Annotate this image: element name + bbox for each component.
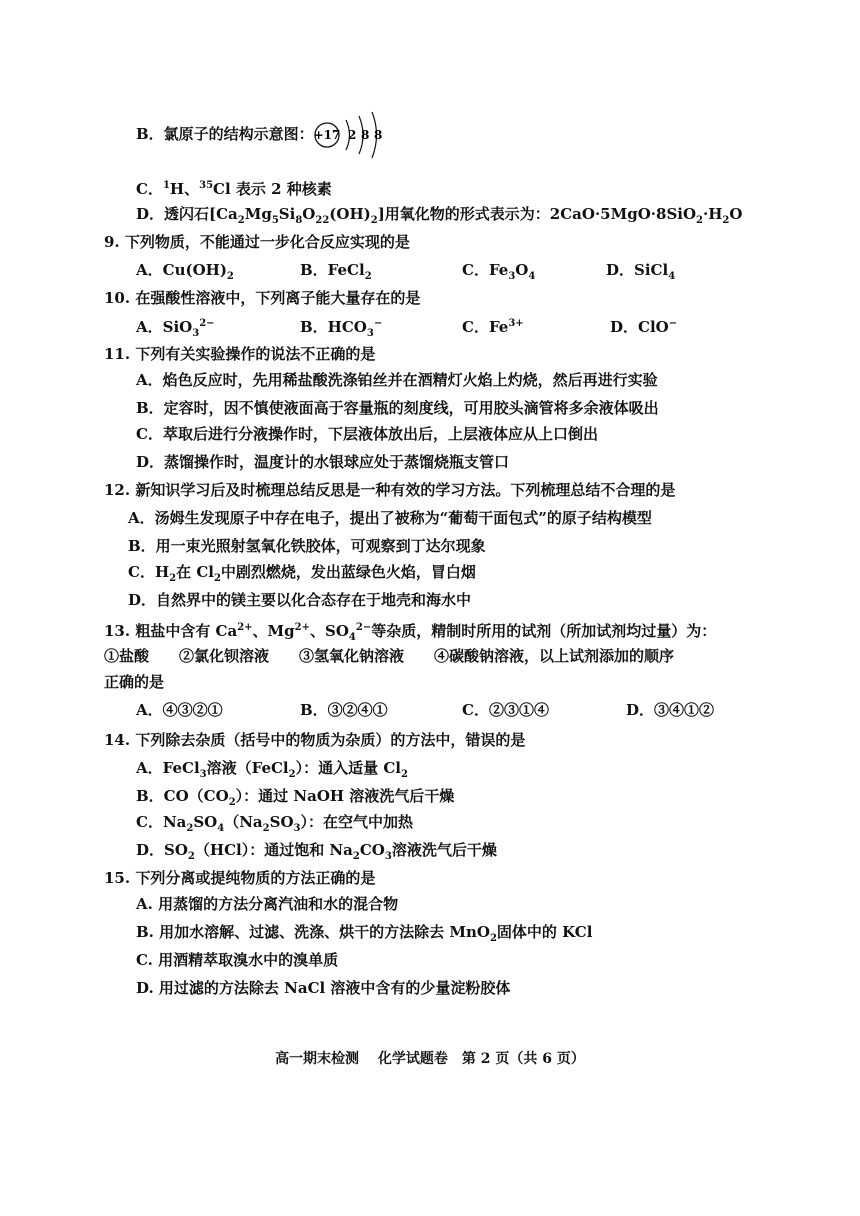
sub: 3	[384, 851, 392, 862]
part: C．Na	[136, 813, 187, 831]
part: O	[729, 205, 743, 223]
part: Si	[278, 205, 296, 223]
part: B．HCO	[300, 318, 367, 336]
sub: 2	[489, 933, 497, 944]
part: 在 Cl	[176, 563, 214, 581]
sup: 2−	[199, 318, 215, 329]
sup: −	[668, 318, 678, 329]
sub: 2	[169, 573, 177, 584]
q9-option-d	[606, 260, 675, 287]
part: ）：通入适量 Cl	[295, 759, 401, 777]
q13-option-c: C．②③①④	[462, 701, 549, 719]
part: ）：通过 NaOH 溶液洗气后干燥	[235, 787, 455, 805]
part: 溶液（FeCl	[206, 759, 289, 777]
q10-option-c	[462, 314, 524, 337]
q14-option-d	[136, 840, 497, 867]
shell-1-count: 2	[347, 128, 357, 142]
sub: 2	[213, 573, 221, 584]
sub: 4	[217, 823, 225, 834]
sub: 3	[192, 328, 200, 339]
part: A．FeCl	[136, 759, 200, 777]
sub: 2	[288, 769, 296, 780]
part: 中剧烈燃烧，发出蓝绿色火焰，冒白烟	[220, 563, 476, 581]
sub: 3	[199, 769, 207, 780]
q9-option-b	[300, 260, 372, 287]
part: A．SiO	[136, 318, 193, 336]
q12-option-b: B．用一束光照射氢氧化铁胶体，可观察到丁达尔现象	[128, 537, 486, 555]
sub: 2	[352, 851, 360, 862]
q15-option-a: A. 用蒸馏的方法分离汽油和水的混合物	[136, 895, 399, 913]
q13-stem	[104, 618, 716, 648]
isotope-mass-1: 1	[162, 180, 170, 191]
q14-option-b	[136, 786, 454, 813]
q11-option-a: A．焰色反应时，先用稀盐酸洗涤铂丝并在酒精灯火焰上灼烧，然后再进行实验	[136, 371, 658, 389]
sub: 2	[696, 215, 704, 226]
part: 等杂质，精制时所用的试剂（所加试剂均过量）为：	[371, 622, 717, 640]
shell-2-count: 8	[360, 128, 370, 142]
part: CO	[359, 841, 385, 859]
q10-option-b	[300, 314, 382, 344]
part: (OH)	[329, 205, 371, 223]
q8-c-el2: Cl 表示 2 种核素	[213, 180, 332, 198]
q8-option-b	[136, 122, 394, 148]
q13-stem-end: 正确的是	[104, 673, 165, 691]
sub: 2	[226, 271, 234, 282]
q13-reagents: ①盐酸 ②氯化钡溶液 ③氢氧化钠溶液 ④碳酸钠溶液，以上试剂添加的顺序	[104, 647, 675, 665]
q15-option-b	[136, 922, 592, 949]
part: SO	[269, 813, 294, 831]
q15-option-d: D. 用过滤的方法除去 NaCl 溶液中含有的少量淀粉胶体	[136, 979, 511, 997]
sub: 22	[315, 215, 330, 226]
part: O	[302, 205, 316, 223]
q13-option-a: A．④③②①	[136, 701, 223, 719]
sup: 3+	[508, 318, 524, 329]
q9-stem: 9. 下列物质，不能通过一步化合反应实现的是	[104, 233, 410, 251]
q8-option-d	[136, 204, 742, 231]
sub: 2	[370, 215, 378, 226]
q11-option-c: C．萃取后进行分液操作时，下层液体放出后，上层液体应从上口倒出	[136, 425, 598, 443]
q11-option-b: B．定容时，因不慎使液面高于容量瓶的刻度线，可用胶头滴管将多余液体吸出	[136, 399, 659, 417]
part: D．ClO	[610, 318, 669, 336]
sub: 3	[366, 328, 374, 339]
part: A．Cu(OH)	[136, 261, 227, 279]
part: 、SO	[309, 622, 349, 640]
sub: 4	[668, 271, 676, 282]
part: ）：在空气中加热	[300, 813, 414, 831]
sup: 2+	[237, 622, 253, 633]
q12-option-a: A．汤姆生发现原子中存在电子，提出了被称为“葡萄干面包式”的原子结构模型	[128, 509, 652, 527]
sub: 3	[508, 271, 516, 282]
part: B. 用加水溶解、过滤、洗涤、烘干的方法除去 MnO	[136, 923, 490, 941]
sub: 2	[262, 823, 270, 834]
q10-stem: 10. 在强酸性溶液中，下列离子能大量存在的是	[104, 289, 421, 307]
sup: 2+	[294, 622, 310, 633]
part: D．SO	[136, 841, 188, 859]
part: （HCl）：通过饱和 Na	[194, 841, 353, 859]
q15-stem: 15. 下列分离或提纯物质的方法正确的是	[104, 869, 376, 887]
sub: 2	[364, 271, 372, 282]
part: C．H	[128, 563, 170, 581]
part: Mg	[244, 205, 272, 223]
q12-option-c	[128, 562, 476, 589]
part: （Na	[224, 813, 263, 831]
q11-stem: 11. 下列有关实验操作的说法不正确的是	[104, 345, 376, 363]
sub: 8	[295, 215, 303, 226]
part: D．SiCl	[606, 261, 669, 279]
q14-option-a	[136, 758, 408, 785]
q12-option-d: D．自然界中的镁主要以化合态存在于地壳和海水中	[128, 591, 472, 609]
sub: 4	[528, 271, 536, 282]
q13-option-d: D．③④①②	[626, 701, 715, 719]
sub: 4	[348, 632, 356, 643]
q10-option-d	[610, 314, 677, 337]
q9-option-c	[462, 260, 535, 287]
sub: 2	[186, 823, 194, 834]
part: 13. 粗盐中含有 Ca	[104, 622, 238, 640]
q8-option-c: C．$^1$H、$^{35}$Cl 表示 2 种核素	[136, 180, 332, 198]
sub: 2	[400, 769, 408, 780]
q11-option-d: D．蒸馏操作时，温度计的水银球应处于蒸馏烧瓶支管口	[136, 453, 510, 471]
page-footer: 高一期末检测 化学试题卷 第 2 页（共 6 页）	[275, 1051, 585, 1067]
part: 固体中的 KCl	[496, 923, 593, 941]
part: 、Mg	[252, 622, 295, 640]
part: ·H	[703, 205, 723, 223]
sub: 2	[237, 215, 245, 226]
part: ]用氧化物的形式表示为：2CaO·5MgO·8SiO	[377, 205, 697, 223]
chlorine-atom-diagram	[314, 122, 394, 148]
q14-option-c	[136, 812, 413, 839]
sup: −	[373, 318, 383, 329]
q15-option-c: C. 用酒精萃取溴水中的溴单质	[136, 951, 339, 969]
part: C．Fe	[462, 261, 509, 279]
sub: 3	[293, 823, 301, 834]
isotope-mass-2: 35	[199, 180, 214, 191]
q8-d-part: D．透闪石[Ca	[136, 205, 238, 223]
nucleus-label: +17	[313, 128, 341, 142]
q10-option-a	[136, 314, 215, 344]
part: B．CO（CO	[136, 787, 229, 805]
shell-3-count: 8	[373, 128, 383, 142]
q12-stem: 12. 新知识学习后及时梳理总结反思是一种有效的学习方法。下列梳理总结不合理的是	[104, 481, 676, 499]
q13-option-b: B．③②④①	[300, 701, 388, 719]
sub: 2	[722, 215, 730, 226]
part: O	[515, 261, 529, 279]
q8-option-b-text: B．氯原子的结构示意图：	[136, 125, 314, 143]
q9-option-a	[136, 260, 234, 287]
part: 溶液洗气后干燥	[391, 841, 497, 859]
sub: 2	[228, 797, 236, 808]
sub: 5	[271, 215, 279, 226]
part: SO	[193, 813, 218, 831]
part: C．Fe	[462, 318, 509, 336]
sub: 2	[187, 851, 195, 862]
q14-stem: 14. 下列除去杂质（括号中的物质为杂质）的方法中，错误的是	[104, 731, 526, 749]
q8-c-el1: H、	[169, 180, 200, 198]
part: B．FeCl	[300, 261, 365, 279]
sup: 2−	[355, 622, 372, 633]
